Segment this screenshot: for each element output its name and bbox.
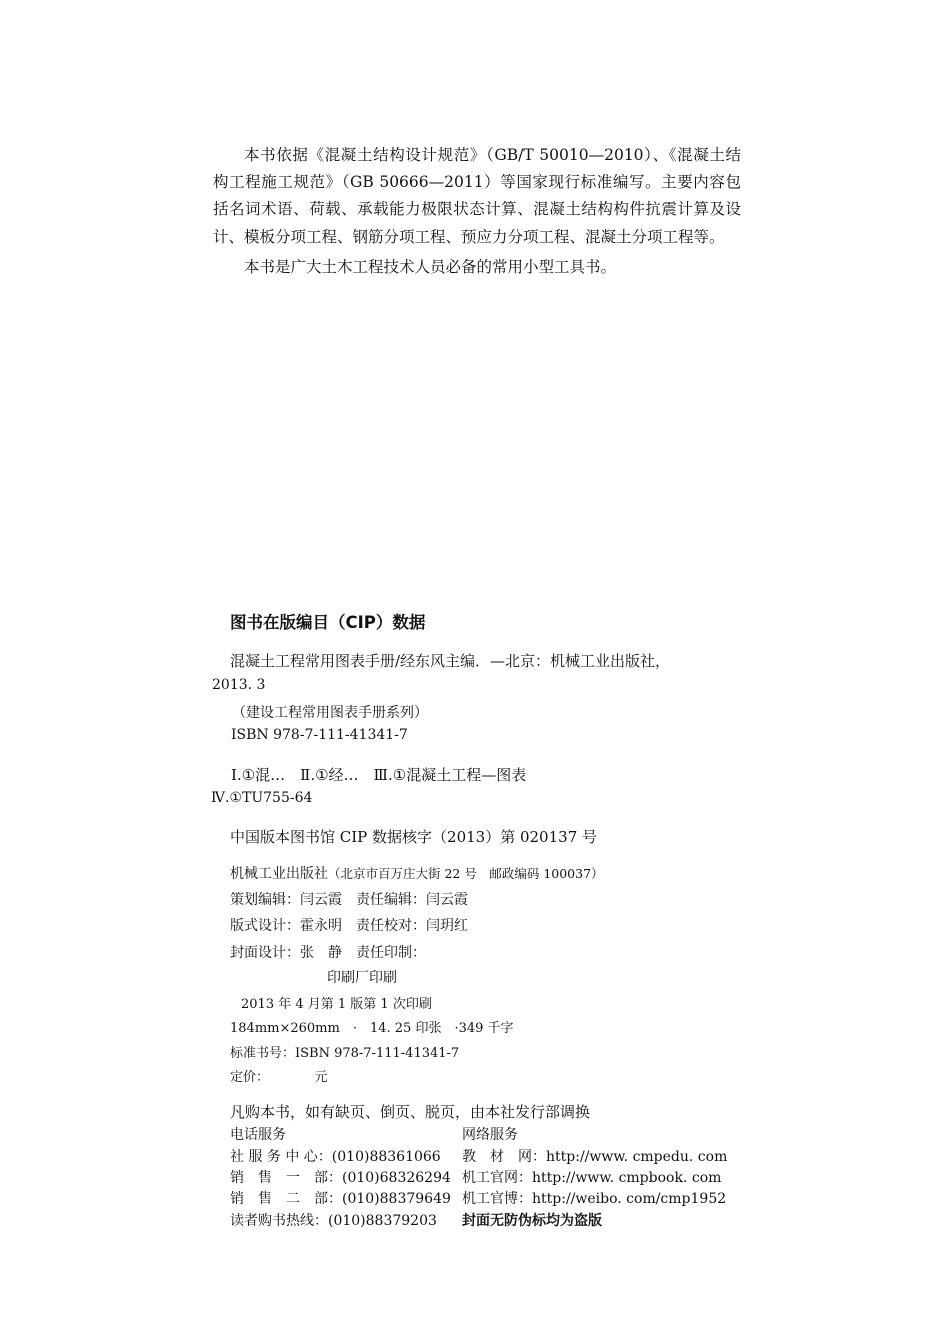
network-row: 机工官网：http://www. cmpbook. com [462, 1170, 722, 1186]
description-paragraph-2: 本书是广大土木工程技术人员必备的常用小型工具书。 [244, 257, 617, 276]
standard-book-number: 标准书号：ISBN 978-7-111-41341-7 [230, 1046, 460, 1061]
phone-row: 销 售 一 部：(010)68326294 [230, 1170, 451, 1186]
cip-series: （建设工程常用图表手册系列） [232, 705, 428, 721]
phone-row: 销 售 二 部：(010)88379649 [230, 1191, 451, 1207]
anti-counterfeit-notice: 封面无防伪标均为盗版 [462, 1213, 602, 1229]
description-paragraph-1: 本书依据《混凝土结构设计规范》（GB/T 50010—2010）、《混凝土结构工程施工规范》（GB 50666—2011）等国家现行标准编写。主要内容包括名词术语、荷载、承载能力极限状态计算、混凝土结构构件抗震计算及设计、模板分项工程、钢筋分项工程、预应力分项工程、混凝土分项工程等。 [213, 146, 741, 246]
edition-info: 2013 年 4 月第 1 版第 1 次印刷 [241, 997, 432, 1012]
planning-editor: 策划编辑：闫云霞 责任编辑：闫云霞 [230, 892, 468, 908]
cip-isbn: ISBN 978-7-111-41341-7 [231, 727, 408, 743]
network-row: 教 材 网：http://www. cmpedu. com [462, 1149, 728, 1165]
layout-design: 版式设计：霍永明 责任校对：闫玥红 [230, 918, 468, 934]
network-service-header: 网络服务 [462, 1127, 518, 1143]
cip-line-1: 混凝土工程常用图表手册/经东风主编．—北京：机械工业出版社， [230, 652, 671, 670]
cip-line-2: 2013. 3 [212, 677, 266, 693]
printer: 印刷厂印刷 [327, 970, 397, 986]
book-description [213, 142, 741, 281]
phone-row: 社 服 务 中 心：(010)88361066 [230, 1149, 441, 1165]
price: 定价： 元 [230, 1070, 328, 1085]
publisher-line [230, 863, 604, 883]
phone-row: 读者购书热线：(010)88379203 [230, 1213, 437, 1229]
cip-record-number: 中国版本图书馆 CIP 数据核字（2013）第 020137 号 [230, 828, 598, 846]
replacement-notice: 凡购本书，如有缺页、倒页、脱页，由本社发行部调换 [230, 1103, 591, 1121]
cip-subjects-2: Ⅳ.①TU755-64 [211, 790, 313, 806]
cip-title: 图书在版编目（CIP）数据 [230, 613, 426, 632]
publisher-name: 机械工业出版社 [230, 866, 328, 882]
network-row: 机工官博：http://weibo. com/cmp1952 [462, 1191, 727, 1207]
phone-service-header: 电话服务 [230, 1127, 286, 1143]
cover-design: 封面设计：张 静 责任印制： [230, 945, 426, 961]
publisher-address: （北京市百万庄大街 22 号 邮政编码 100037） [328, 866, 604, 881]
cip-subjects-1: Ⅰ.①混… Ⅱ.①经… Ⅲ.①混凝土工程—图表 [231, 766, 527, 784]
format-info: 184mm×260mm · 14. 25 印张 ·349 千字 [230, 1021, 514, 1036]
